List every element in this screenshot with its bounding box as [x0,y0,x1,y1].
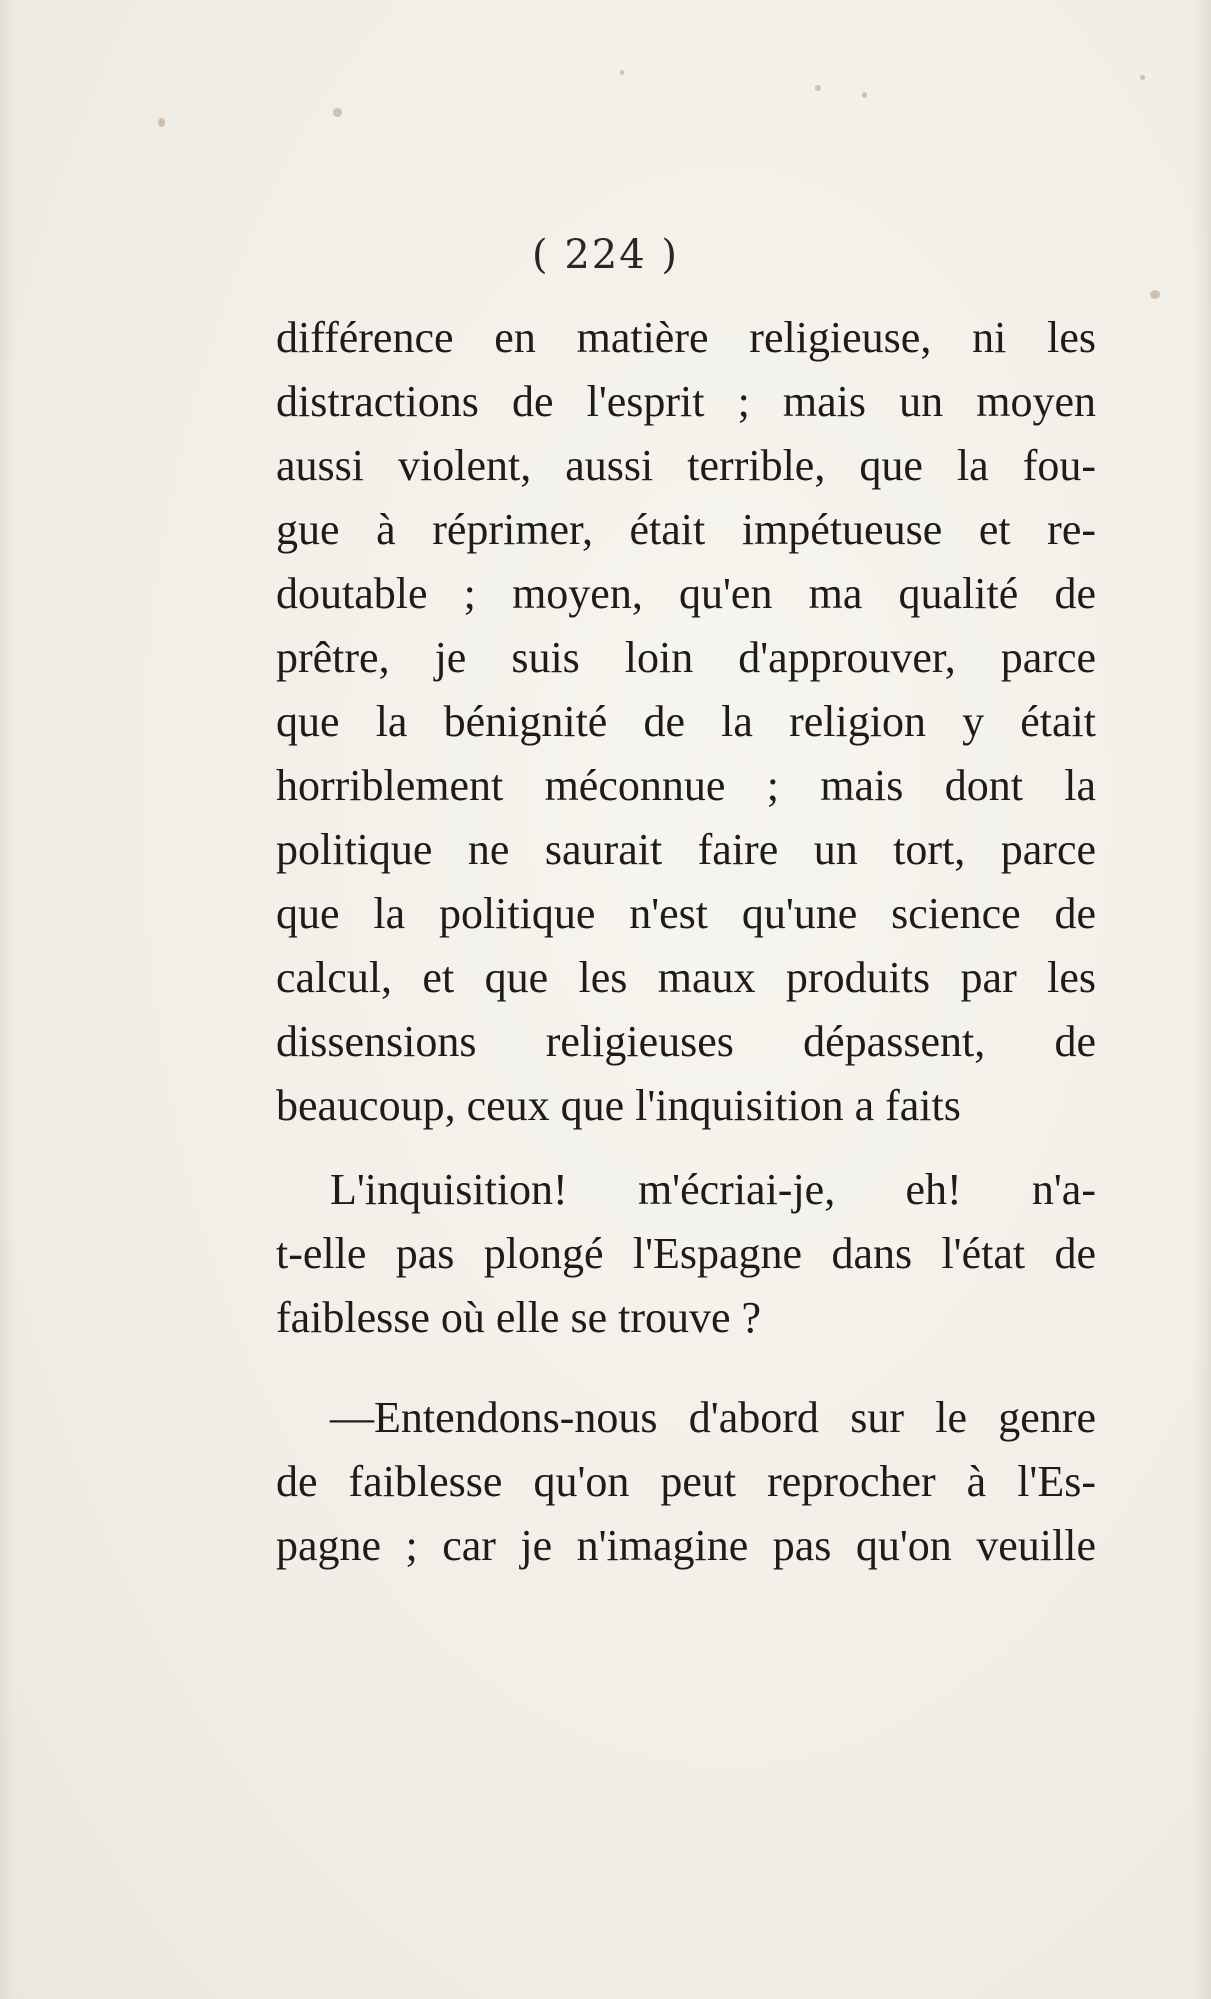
foxing-speck [862,92,867,98]
text-line: horriblement méconnue ; mais dont la [276,761,1096,810]
foxing-speck [1140,75,1145,80]
text-line: dissensions religieuses dépassent, de [276,1017,1096,1066]
text-line: de faiblesse qu'on peut reprocher à l'Es- [276,1457,1096,1506]
text-line: différence en matière religieuse, ni les [276,313,1096,362]
page-left-shadow [0,0,14,1999]
paragraph-2 [276,1158,1096,1350]
page-right-shadow [1193,0,1211,1999]
text-line: prêtre, je suis loin d'approuver, parce [276,633,1096,682]
foxing-speck [815,85,821,91]
page-body-text [276,306,1096,1578]
paragraph-spacer [276,1350,1096,1386]
text-line: pagne ; car je n'imagine pas qu'on veuille [276,1521,1096,1570]
text-line: politique ne saurait faire un tort, parce [276,825,1096,874]
text-line: L'inquisition! m'écriai-je, eh! n'a- [330,1165,1096,1214]
text-line: distractions de l'esprit ; mais un moyen [276,377,1096,426]
text-line: t-elle pas plongé l'Espagne dans l'état de [276,1229,1096,1278]
text-line: faiblesse où elle se trouve ? [276,1293,762,1342]
foxing-speck [333,108,342,117]
foxing-speck [620,70,624,75]
paragraph-1 [276,306,1096,1138]
text-line: que la bénignité de la religion y était [276,697,1096,746]
foxing-speck [1150,290,1160,299]
page-number: ( 224 ) [532,232,679,278]
text-line: —Entendons-nous d'abord sur le genre [330,1393,1096,1442]
text-line: calcul, et que les maux produits par les [276,953,1096,1002]
text-line: que la politique n'est qu'une science de [276,889,1096,938]
text-line: doutable ; moyen, qu'en ma qualité de [276,569,1096,618]
text-line: gue à réprimer, était impétueuse et re- [276,505,1096,554]
paragraph-spacer [276,1138,1096,1158]
text-line: aussi violent, aussi terrible, que la fou- [276,441,1096,490]
foxing-speck [158,118,165,127]
paragraph-3 [276,1386,1096,1578]
text-line: beaucoup, ceux que l'inquisition a faits [276,1081,961,1130]
